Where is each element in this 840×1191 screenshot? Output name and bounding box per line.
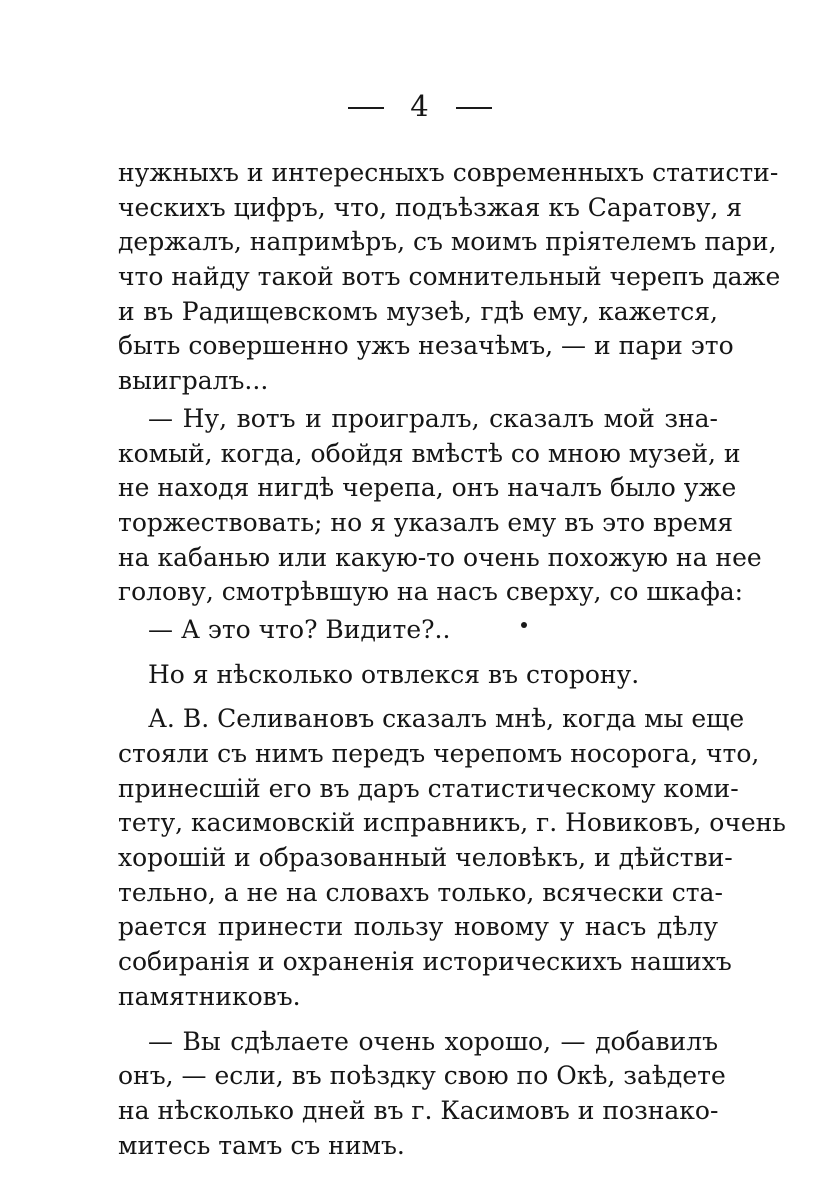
text-line: на кабанью или какую-то очень похожую на нее (118, 542, 762, 572)
text-line: митесь тамъ съ нимъ. (118, 1130, 405, 1160)
text-line: и въ Радищевскомъ музеѣ, гдѣ ему, кажется, (118, 296, 718, 326)
text-line: не находя нигдѣ черепа, онъ началъ было уже (118, 473, 737, 503)
text-line: тету, касимовскій исправникъ, г. Новиковъ, очень (118, 808, 786, 838)
text-line: нужныхъ и интересныхъ современныхъ статисти- (118, 158, 779, 187)
text-line: тельно, а не на словахъ только, всячески ста- (118, 877, 723, 907)
text-line: комый, когда, обойдя вмѣстѣ со мною музей, и (118, 438, 741, 468)
text-line: что найду такой вотъ сомнительный черепъ даже (118, 262, 781, 292)
text-line: памятниковъ. (118, 981, 301, 1011)
page-header (0, 86, 840, 126)
text-line: — А это что? Видите?.. (148, 614, 451, 644)
text-line: А. В. Селивановъ сказалъ мнѣ, когда мы еще (148, 704, 745, 734)
text-line: хорошій и образованный человѣкъ, и дѣйстви- (118, 843, 733, 873)
text-line: рается принести пользу новому у насъ дѣлу (118, 912, 718, 942)
text-line: торжествовать; но я указалъ ему въ это время (118, 507, 734, 537)
text-line: выигралъ... (118, 366, 269, 396)
header-left-dash (348, 107, 384, 109)
header-right-dash (456, 107, 492, 109)
text-line: ческихъ цифръ, что, подъѣзжая къ Саратову, я (118, 192, 743, 222)
ink-speck (521, 622, 527, 628)
text-line: собиранія и охраненія историческихъ нашихъ (118, 947, 732, 977)
text-line: — Вы сдѣлаете очень хорошо, — добавилъ (148, 1026, 718, 1056)
text-line: на нѣсколько дней въ г. Касимовъ и познако- (118, 1095, 719, 1125)
page-number: 4 (410, 89, 430, 123)
text-line: принесшій его въ даръ статистическому коми- (118, 773, 739, 803)
body-text (118, 156, 786, 1163)
text-line: стояли съ нимъ передъ черепомъ носорога, что, (118, 739, 760, 768)
text-line: — Ну, вотъ и проигралъ, сказалъ мой зна- (148, 403, 718, 433)
text-line: голову, смотрѣвшую на насъ сверху, со шкафа: (118, 577, 744, 607)
text-line: держалъ, напримѣръ, съ моимъ пріятелемъ пари, (118, 227, 777, 257)
text-line: Но я нѣсколько отвлекся въ сторону. (148, 659, 640, 689)
text-line: быть совершенно ужъ незачѣмъ, — и пари это (118, 331, 734, 361)
text-line: онъ, — если, въ поѣздку свою по Окѣ, заѣдете (118, 1061, 726, 1091)
